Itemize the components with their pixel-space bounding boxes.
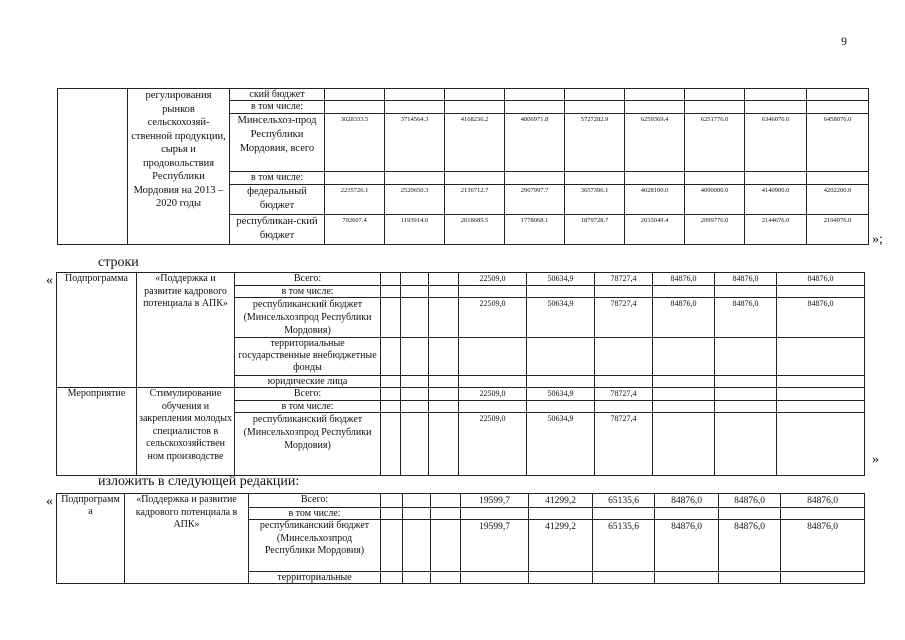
table3-type-subprogram: Подпрограмм а [57, 494, 125, 584]
table1-value: 792607.4 [325, 215, 385, 245]
table1-value: 2194076.0 [807, 215, 869, 245]
table2-value: 84876,0 [715, 298, 777, 338]
table2-value: 50634,9 [527, 298, 595, 338]
table3-value: 41299,2 [529, 520, 593, 572]
table1-value: 6346076.0 [745, 114, 807, 172]
table2-value: 84876,0 [715, 273, 777, 286]
table2-value: 22509,0 [459, 388, 527, 401]
table3-value: 65135,6 [593, 494, 655, 508]
heading-rows: строки [98, 255, 139, 270]
table3-value: 19599,7 [461, 520, 529, 572]
table1-label-r3: Минсельхоз-прод Республики Мордовия, всего [230, 114, 325, 172]
table1-value: 2967997.7 [505, 185, 565, 215]
table3-value: 84876,0 [781, 494, 865, 508]
table2-row-label: в том числе: [235, 286, 381, 298]
table2-row-label: в том числе: [235, 401, 381, 413]
table2-value: 22509,0 [459, 298, 527, 338]
open-quote-2: « [46, 494, 53, 509]
table-2 [56, 272, 865, 476]
table1-description: регулирования рынков сельскохозяй-ственной продукции, сырья и продовольствия Республики Мордовия на 2013 – 2020 годы [128, 89, 230, 245]
table1-value: 3657396.1 [565, 185, 625, 215]
table1-value: 2235726.1 [325, 185, 385, 215]
table-3 [56, 493, 865, 584]
table1-value: 1879728.7 [565, 215, 625, 245]
table2-row-label: республиканский бюджет (Минсельхозпрод Республики Мордовия) [235, 298, 381, 338]
table3-row-label: республиканский бюджет (Минсельхозпрод Республики Мордовия) [249, 520, 381, 572]
table2-value: 84876,0 [653, 298, 715, 338]
table2-row-label: Всего: [235, 388, 381, 401]
table1-label-r4: в том числе: [230, 172, 325, 185]
table1-value: 1193914.0 [385, 215, 445, 245]
table3-row-label: в том числе: [249, 508, 381, 520]
table2-type-subprogram: Подпрограмма [57, 273, 137, 388]
table1-value: 6458076.0 [807, 114, 869, 172]
table2-row-label: Всего: [235, 273, 381, 286]
table2-value: 78727,4 [595, 388, 653, 401]
table2-row-label: республиканский бюджет (Минсельхозпрод Республики Мордовия) [235, 413, 381, 476]
table2-closing-quote: » [872, 452, 879, 467]
table3-row-label: Всего: [249, 494, 381, 508]
table1-value: 2018685.5 [445, 215, 505, 245]
table3-value: 84876,0 [719, 494, 781, 508]
table3-value: 84876,0 [655, 520, 719, 572]
table-1 [57, 88, 869, 245]
table1-value: 2136712.7 [445, 185, 505, 215]
table1-value: 3028333.5 [325, 114, 385, 172]
table1-value: 2144676.0 [745, 215, 807, 245]
table1-label-r1: ский бюджет [230, 89, 325, 101]
table2-value: 50634,9 [527, 413, 595, 476]
page-number: 9 [841, 34, 847, 48]
table1-value: 4140900.0 [745, 185, 807, 215]
table2-value: 84876,0 [777, 273, 865, 286]
table1-label-r6: республикан-ский бюджет [230, 215, 325, 245]
table1-value: 2520650.3 [385, 185, 445, 215]
table3-value: 19599,7 [461, 494, 529, 508]
table2-value: 22509,0 [459, 273, 527, 286]
table3-value: 84876,0 [719, 520, 781, 572]
table1-value: 3714564.3 [385, 114, 445, 172]
table2-title-subprogram: «Поддержка и развитие кадрового потенциала в АПК» [137, 273, 235, 388]
heading-edit: изложить в следующей редакции: [98, 474, 300, 489]
table3-row-label: территориальные [249, 572, 381, 584]
table2-value: 50634,9 [527, 273, 595, 286]
table3-value: 41299,2 [529, 494, 593, 508]
table2-title-measure: Стимулирование обучения и закрепления молодых специалистов в сельскохозяйствен ном производстве [137, 388, 235, 476]
table1-value: 4202200.0 [807, 185, 869, 215]
table1-label-r5: федеральный бюджет [230, 185, 325, 215]
table2-value: 84876,0 [653, 273, 715, 286]
table2-value: 78727,4 [595, 413, 653, 476]
table2-value: 22509,0 [459, 413, 527, 476]
table1-empty-cell [58, 89, 128, 245]
table1-value: 4028100.0 [625, 185, 685, 215]
table3-value: 84876,0 [781, 520, 865, 572]
table3-title-subprogram: «Поддержка и развитие кадрового потенциала в АПК» [125, 494, 249, 584]
table1-value: 1778068.1 [505, 215, 565, 245]
table1-value: 2033049.4 [625, 215, 685, 245]
table2-type-measure: Мероприятие [57, 388, 137, 476]
table2-row-label: территориальные государственные внебюджетные фонды [235, 338, 381, 376]
table1-value: 2099776.0 [685, 215, 745, 245]
open-quote-1: « [46, 273, 53, 288]
table1-label-r2: в том числе: [230, 101, 325, 114]
table1-value: 6251776.0 [685, 114, 745, 172]
table2-value: 50634,9 [527, 388, 595, 401]
table1-value: 6259369.4 [625, 114, 685, 172]
table3-value: 65135,6 [593, 520, 655, 572]
table3-value: 84876,0 [655, 494, 719, 508]
table2-row-label: юридические лица [235, 376, 381, 388]
table2-value: 78727,4 [595, 298, 653, 338]
table1-value: 4806971.8 [505, 114, 565, 172]
table2-value: 78727,4 [595, 273, 653, 286]
table1-value: 4168236.2 [445, 114, 505, 172]
table2-value: 84876,0 [777, 298, 865, 338]
table1-value: 4090000.0 [685, 185, 745, 215]
table1-closing-quote: »; [872, 232, 883, 247]
table1-value: 5727282.9 [565, 114, 625, 172]
